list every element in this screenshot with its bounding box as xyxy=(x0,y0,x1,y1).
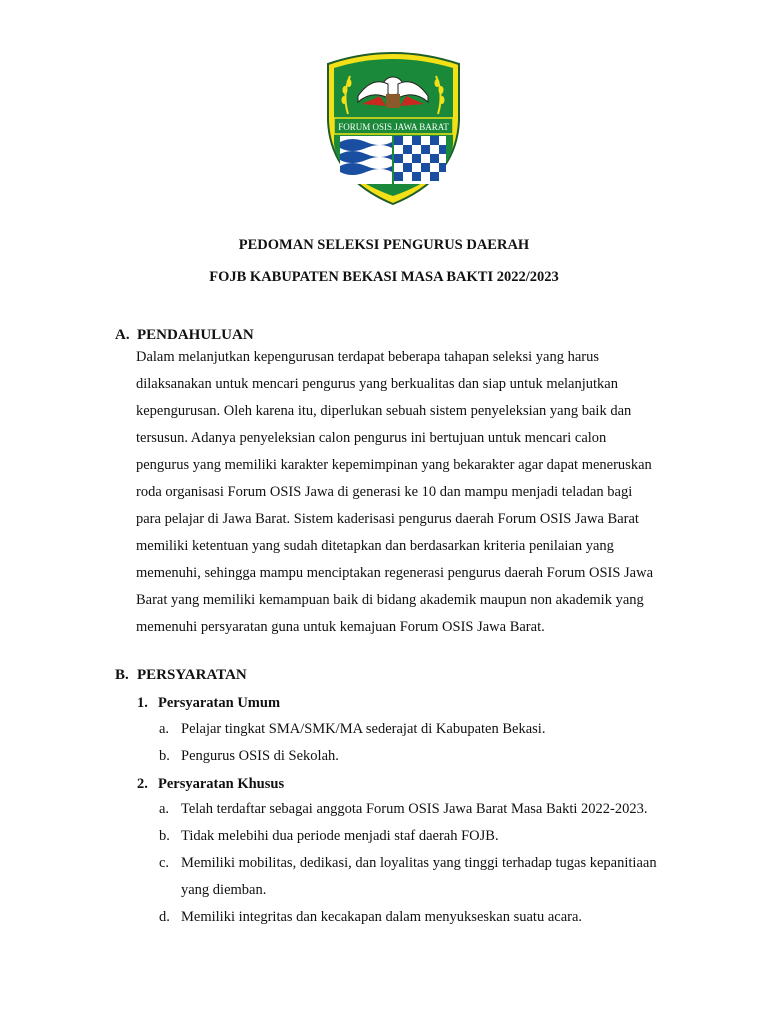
list-item xyxy=(159,801,648,818)
list-item-label: a. xyxy=(159,721,170,737)
list-item-label: d. xyxy=(159,909,170,925)
subsection-2-heading xyxy=(137,776,284,793)
paragraph-line: Barat yang memiliki kemampuan baik di bidang akademik maupun non akademik yang xyxy=(136,592,644,608)
subsection-1-title: Persyaratan Umum xyxy=(158,695,281,711)
subsection-2-label: 2. xyxy=(137,776,148,792)
subsection-1-label: 1. xyxy=(137,695,148,711)
section-a-heading xyxy=(115,327,254,344)
forum-osis-logo xyxy=(322,50,465,206)
checker-squares xyxy=(394,136,446,181)
list-item-label: b. xyxy=(159,828,170,844)
paragraph-line: roda organisasi Forum OSIS Jawa di generasi ke 10 dan mampu menjadi teladan bagi xyxy=(136,484,633,500)
section-a-title: PENDAHULUAN xyxy=(137,327,254,343)
logo-banner-text: FORUM OSIS JAWA BARAT xyxy=(338,122,449,132)
list-item-label: c. xyxy=(159,855,170,871)
list-item-text: Pengurus OSIS di Sekolah. xyxy=(181,748,339,764)
list-item xyxy=(159,909,582,926)
paragraph-line: dilaksanakan untuk mencari pengurus yang berkualitas dan siap untuk melanjutkan xyxy=(136,376,618,392)
section-a-paragraph xyxy=(136,344,696,641)
list-item xyxy=(159,721,545,738)
document-title-line-1: PEDOMAN SELEKSI PENGURUS DAERAH xyxy=(238,237,530,253)
list-item-text: Tidak melebihi dua periode menjadi staf daerah FOJB. xyxy=(181,828,499,844)
paragraph-line: para pelajar di Jawa Barat. Sistem kaderisasi pengurus daerah Forum OSIS Jawa Barat xyxy=(136,511,639,527)
list-item-text: Memiliki integritas dan kecakapan dalam menyukseskan suatu acara. xyxy=(181,909,583,925)
paragraph-line: memenuhi, sehingga mampu menciptakan regenerasi pengurus daerah Forum OSIS Jawa xyxy=(136,565,654,581)
subsection-2-title: Persyaratan Khusus xyxy=(158,776,285,792)
section-b-label: B. xyxy=(115,667,129,683)
paragraph-line: tersusun. Adanya penyeleksian calon pengurus ini bertujuan untuk mencari calon xyxy=(136,430,607,446)
list-item-text: Memiliki mobilitas, dedikasi, dan loyalitas yang tinggi terhadap tugas kepanitiaan xyxy=(181,855,657,871)
list-item-text: Pelajar tingkat SMA/SMK/MA sederajat di Kabupaten Bekasi. xyxy=(181,721,546,737)
paragraph-line: Dalam melanjutkan kepengurusan terdapat beberapa tahapan seleksi yang harus xyxy=(136,349,600,365)
section-b-title: PERSYARATAN xyxy=(137,667,247,683)
list-item-label: a. xyxy=(159,801,170,817)
list-item-label: b. xyxy=(159,748,170,764)
paragraph-line: memiliki ketentuan yang sudah ditetapkan dan berdasarkan kriteria penilaian yang xyxy=(136,538,614,554)
list-item-text: Telah terdaftar sebagai anggota Forum OSIS Jawa Barat Masa Bakti 2022-2023. xyxy=(181,801,648,817)
list-item xyxy=(159,748,339,765)
paragraph-line: pengurus yang memiliki karakter kepemimpinan yang bekarakter agar dapat meneruskan xyxy=(136,457,652,473)
subsection-1-heading xyxy=(137,695,280,712)
list-item-continuation: yang diemban. xyxy=(181,882,267,898)
section-a-label: A. xyxy=(115,327,130,343)
list-item xyxy=(159,855,657,872)
section-b-heading xyxy=(115,667,247,684)
document-title-line-2: FOJB KABUPATEN BEKASI MASA BAKTI 2022/2023 xyxy=(209,269,559,285)
paragraph-line: kepengurusan. Oleh karena itu, diperlukan sebuah sistem penyeleksian yang baik dan xyxy=(136,403,632,419)
list-item xyxy=(159,828,499,845)
paragraph-line: memenuhi persyaratan guna untuk kemajuan Forum OSIS Jawa Barat. xyxy=(136,619,545,635)
